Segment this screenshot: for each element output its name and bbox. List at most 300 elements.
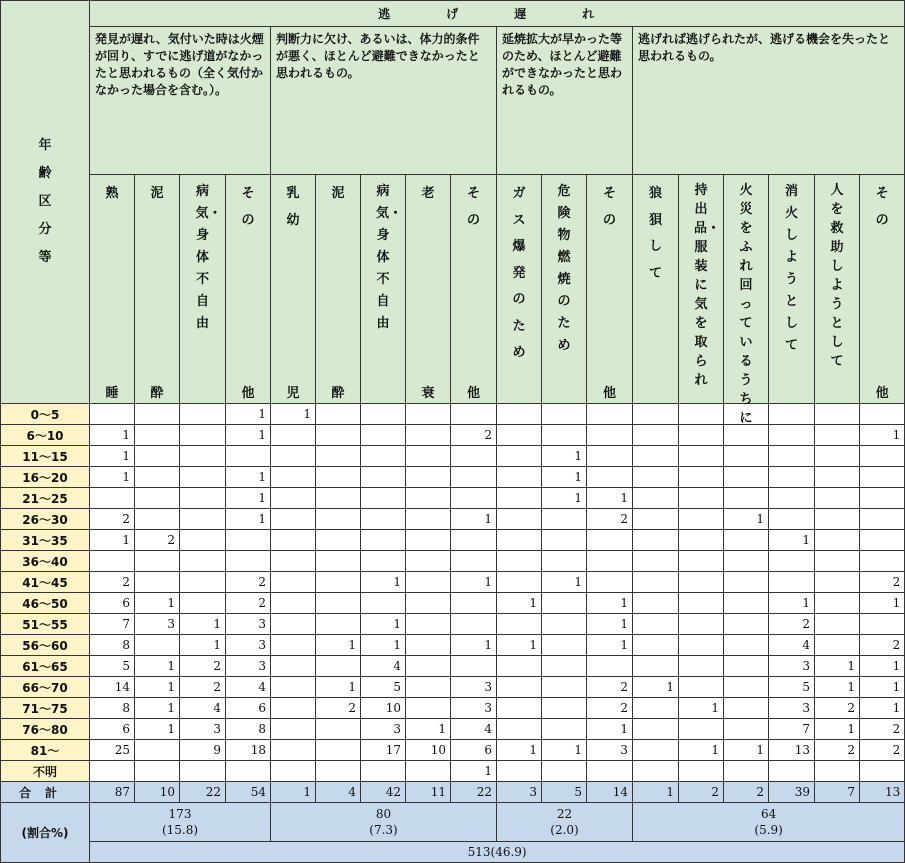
table-cell — [316, 446, 361, 467]
column-header-8 — [406, 175, 451, 404]
table-cell — [679, 530, 724, 551]
table-cell — [724, 593, 769, 614]
column-header-text-wrap — [451, 181, 496, 403]
table-cell — [542, 614, 587, 635]
column-header-text-wrap — [815, 181, 859, 403]
age-label: 81～ — [1, 740, 90, 761]
table-cell: 1 — [226, 509, 271, 530]
table-cell: 1 — [497, 635, 542, 656]
column-header-top: 火災をふれ回っているうちに — [739, 183, 753, 426]
column-header-bottom: 児 — [286, 386, 300, 401]
table-cell — [860, 761, 905, 782]
table-cell: 10 — [361, 698, 406, 719]
table-cell — [497, 509, 542, 530]
table-cell — [271, 719, 316, 740]
column-header-text-wrap — [724, 181, 768, 426]
table-cell — [633, 719, 679, 740]
table-cell — [815, 530, 860, 551]
table-cell: 1 — [497, 740, 542, 761]
table-cell: 1 — [361, 614, 406, 635]
column-header-bottom: 睡 — [105, 386, 119, 401]
table-cell — [316, 572, 361, 593]
column-header-bottom: 他 — [241, 386, 255, 401]
table-cell — [679, 614, 724, 635]
table-cell — [587, 656, 633, 677]
column-header-bottom: 他 — [602, 386, 616, 401]
table-cell: 3 — [180, 719, 226, 740]
column-header-13 — [633, 175, 679, 404]
column-header-text-wrap — [180, 181, 225, 403]
table-row — [1, 425, 905, 446]
table-cell — [679, 404, 724, 425]
table-cell: 2 — [90, 509, 135, 530]
table-cell — [316, 530, 361, 551]
table-cell — [542, 761, 587, 782]
table-cell — [90, 551, 135, 572]
column-header-text-wrap — [226, 181, 270, 403]
column-header-text-wrap — [361, 181, 405, 403]
table-cell — [180, 761, 226, 782]
table-cell: 2 — [815, 698, 860, 719]
table-cell — [679, 446, 724, 467]
table-cell: 1 — [587, 593, 633, 614]
age-label: 61～65 — [1, 656, 90, 677]
table-cell — [180, 425, 226, 446]
table-cell — [361, 509, 406, 530]
table-cell: 1 — [542, 572, 587, 593]
total-cell: 1 — [633, 782, 679, 803]
table-cell: 3 — [361, 719, 406, 740]
table-cell — [724, 551, 769, 572]
table-cell: 1 — [135, 698, 180, 719]
table-cell — [769, 446, 815, 467]
table-cell — [406, 593, 451, 614]
table-cell: 1 — [587, 614, 633, 635]
table-cell — [135, 488, 180, 509]
table-cell — [633, 404, 679, 425]
table-cell: 1 — [90, 446, 135, 467]
table-title: 逃 げ 遅 れ — [90, 1, 905, 27]
table-cell — [815, 551, 860, 572]
table-cell: 1 — [226, 404, 271, 425]
table-cell — [135, 740, 180, 761]
table-cell — [180, 404, 226, 425]
table-cell — [451, 530, 497, 551]
table-cell — [180, 467, 226, 488]
table-cell: 25 — [90, 740, 135, 761]
age-label: 36～40 — [1, 551, 90, 572]
table-cell: 1 — [542, 446, 587, 467]
total-cell: 54 — [226, 782, 271, 803]
table-cell: 1 — [815, 656, 860, 677]
table-cell — [497, 467, 542, 488]
table-cell — [497, 761, 542, 782]
table-cell — [316, 740, 361, 761]
table-cell: 1 — [135, 719, 180, 740]
table-cell — [769, 488, 815, 509]
table-cell — [271, 635, 316, 656]
column-header-11 — [542, 175, 587, 404]
ratio-group-2 — [271, 803, 497, 842]
table-cell — [587, 530, 633, 551]
table-cell — [542, 677, 587, 698]
table-cell — [271, 656, 316, 677]
table-cell: 3 — [587, 740, 633, 761]
table-cell — [587, 446, 633, 467]
total-cell: 39 — [769, 782, 815, 803]
table-cell — [633, 530, 679, 551]
column-header-text-wrap — [860, 181, 904, 403]
table-cell — [226, 530, 271, 551]
column-header-1 — [90, 175, 135, 404]
table-cell — [316, 551, 361, 572]
table-cell: 2 — [860, 719, 905, 740]
table-cell — [271, 698, 316, 719]
table-cell — [679, 551, 724, 572]
age-label: 56～60 — [1, 635, 90, 656]
table-cell — [815, 509, 860, 530]
total-cell: 3 — [497, 782, 542, 803]
table-row — [1, 446, 905, 467]
table-cell — [406, 446, 451, 467]
table-cell — [724, 446, 769, 467]
table-cell: 1 — [180, 635, 226, 656]
table-body — [1, 404, 905, 782]
table-cell: 2 — [135, 530, 180, 551]
table-cell: 1 — [135, 593, 180, 614]
table-cell — [542, 635, 587, 656]
table-row — [1, 614, 905, 635]
table-cell — [497, 530, 542, 551]
total-cell: 10 — [135, 782, 180, 803]
table-cell: 2 — [90, 572, 135, 593]
table-row — [1, 530, 905, 551]
table-cell: 3 — [135, 614, 180, 635]
table-cell: 1 — [542, 740, 587, 761]
table-cell — [361, 530, 406, 551]
table-cell — [316, 719, 361, 740]
table-cell — [406, 614, 451, 635]
age-label: 31～35 — [1, 530, 90, 551]
age-label: 51～55 — [1, 614, 90, 635]
table-cell: 7 — [769, 719, 815, 740]
table-cell: 5 — [361, 677, 406, 698]
grand-total: 513(46.9) — [90, 842, 905, 863]
table-cell: 4 — [451, 719, 497, 740]
table-cell — [226, 551, 271, 572]
table-cell — [497, 614, 542, 635]
table-cell — [406, 530, 451, 551]
table-cell: 2 — [860, 572, 905, 593]
table-cell — [271, 593, 316, 614]
table-cell: 1 — [90, 530, 135, 551]
table-cell — [769, 509, 815, 530]
table-cell — [135, 761, 180, 782]
table-cell — [406, 698, 451, 719]
table-cell: 1 — [451, 761, 497, 782]
table-cell: 4 — [361, 656, 406, 677]
column-header-9 — [451, 175, 497, 404]
totals-row — [1, 782, 905, 803]
table-cell — [497, 698, 542, 719]
table-cell: 17 — [361, 740, 406, 761]
table-cell — [769, 572, 815, 593]
column-header-top: 人を救助しようとして — [830, 183, 844, 369]
table-cell — [542, 425, 587, 446]
column-header-top: 狼狽して — [648, 186, 662, 281]
table-cell — [724, 719, 769, 740]
table-cell — [633, 698, 679, 719]
total-cell: 1 — [271, 782, 316, 803]
ratio-group-1-count: 173 — [168, 807, 192, 821]
table-cell: 2 — [226, 572, 271, 593]
table-cell: 1 — [860, 593, 905, 614]
column-header-top: ガス爆発のため — [512, 186, 526, 360]
table-cell — [724, 656, 769, 677]
table-cell: 4 — [180, 698, 226, 719]
column-header-top: 病気・身体不自由 — [195, 184, 222, 331]
table-cell — [406, 425, 451, 446]
table-cell — [724, 488, 769, 509]
table-cell: 4 — [226, 677, 271, 698]
table-cell: 14 — [90, 677, 135, 698]
table-cell — [361, 761, 406, 782]
age-label: 6～10 — [1, 425, 90, 446]
column-header-bottom: 酔 — [331, 386, 345, 401]
table-cell — [497, 572, 542, 593]
table-cell: 1 — [724, 740, 769, 761]
table-cell: 1 — [90, 425, 135, 446]
table-cell — [587, 404, 633, 425]
table-cell: 1 — [226, 467, 271, 488]
table-cell: 3 — [451, 698, 497, 719]
group-header-rapid-spread: 延焼拡大が早かった等のため、ほとんど避難ができなかったと思われるもの。 — [497, 27, 633, 175]
table-cell: 6 — [226, 698, 271, 719]
table-cell — [587, 467, 633, 488]
table-cell — [451, 446, 497, 467]
table-cell — [815, 467, 860, 488]
table-cell — [633, 446, 679, 467]
table-cell — [679, 677, 724, 698]
table-cell — [271, 761, 316, 782]
table-cell — [633, 761, 679, 782]
ratio-group-1 — [90, 803, 271, 842]
column-header-text-wrap — [271, 181, 315, 403]
table-cell — [679, 593, 724, 614]
table-cell — [497, 425, 542, 446]
column-header-text-wrap — [633, 181, 678, 403]
table-cell: 2 — [226, 593, 271, 614]
table-cell — [542, 656, 587, 677]
table-cell: 1 — [815, 719, 860, 740]
table-cell: 5 — [769, 677, 815, 698]
table-cell: 2 — [587, 677, 633, 698]
table-cell — [361, 488, 406, 509]
table-cell — [633, 740, 679, 761]
column-header-top: その — [875, 186, 889, 228]
table-cell — [226, 761, 271, 782]
table-cell — [633, 551, 679, 572]
table-cell — [90, 404, 135, 425]
table-cell — [271, 425, 316, 446]
table-cell — [815, 635, 860, 656]
table-cell: 1 — [587, 719, 633, 740]
table-cell — [633, 509, 679, 530]
table-cell: 1 — [135, 656, 180, 677]
table-cell — [180, 572, 226, 593]
table-cell: 1 — [135, 677, 180, 698]
column-header-bottom: 酔 — [150, 386, 164, 401]
table-cell — [406, 572, 451, 593]
table-cell: 6 — [451, 740, 497, 761]
table-cell: 1 — [90, 467, 135, 488]
table-cell: 1 — [226, 425, 271, 446]
total-cell: 22 — [451, 782, 497, 803]
total-cell: 2 — [724, 782, 769, 803]
table-cell: 1 — [316, 635, 361, 656]
table-cell: 1 — [769, 530, 815, 551]
table-cell: 6 — [90, 719, 135, 740]
table-cell: 2 — [769, 614, 815, 635]
table-cell: 1 — [679, 740, 724, 761]
total-cell: 14 — [587, 782, 633, 803]
age-label: 21～25 — [1, 488, 90, 509]
table-cell — [679, 488, 724, 509]
table-cell — [679, 509, 724, 530]
table-row — [1, 488, 905, 509]
table-row — [1, 593, 905, 614]
column-header-bottom: 衰 — [421, 386, 435, 401]
table-cell: 1 — [451, 509, 497, 530]
table-cell — [724, 614, 769, 635]
age-label: 16～20 — [1, 467, 90, 488]
table-cell: 1 — [542, 488, 587, 509]
table-cell: 1 — [860, 677, 905, 698]
table-cell — [316, 614, 361, 635]
table-cell — [180, 551, 226, 572]
table-cell — [633, 488, 679, 509]
table-cell — [451, 593, 497, 614]
table-cell: 1 — [587, 488, 633, 509]
table-cell — [271, 488, 316, 509]
table-cell — [451, 467, 497, 488]
table-cell: 1 — [633, 677, 679, 698]
column-header-16 — [769, 175, 815, 404]
table-cell — [316, 593, 361, 614]
table-cell — [724, 530, 769, 551]
table-cell — [815, 425, 860, 446]
table-cell — [180, 509, 226, 530]
table-cell — [497, 677, 542, 698]
column-header-18 — [860, 175, 905, 404]
age-label: 不明 — [1, 761, 90, 782]
table-cell — [633, 656, 679, 677]
table-cell — [860, 488, 905, 509]
table-row — [1, 740, 905, 761]
age-label: 76～80 — [1, 719, 90, 740]
table-cell: 2 — [860, 635, 905, 656]
table-cell — [180, 593, 226, 614]
table-cell: 2 — [451, 425, 497, 446]
table-cell — [406, 677, 451, 698]
total-cell: 5 — [542, 782, 587, 803]
table-cell — [271, 446, 316, 467]
column-header-text-wrap — [135, 181, 179, 403]
table-cell: 1 — [769, 593, 815, 614]
table-cell — [180, 488, 226, 509]
table-cell: 1 — [406, 719, 451, 740]
column-header-top: その — [241, 186, 255, 228]
column-header-bottom: 他 — [466, 386, 480, 401]
table-cell: 8 — [90, 635, 135, 656]
age-group-header — [1, 1, 90, 404]
table-cell: 1 — [180, 614, 226, 635]
table-cell — [406, 404, 451, 425]
column-header-text-wrap — [90, 181, 134, 403]
column-header-text-wrap — [769, 181, 814, 403]
column-header-17 — [815, 175, 860, 404]
table-cell — [679, 719, 724, 740]
table-cell: 1 — [542, 467, 587, 488]
column-header-7 — [361, 175, 406, 404]
table-cell: 3 — [226, 656, 271, 677]
table-cell: 2 — [860, 740, 905, 761]
table-row — [1, 719, 905, 740]
table-cell — [226, 446, 271, 467]
total-cell: 4 — [316, 782, 361, 803]
ratio-group-2-pct: (7.3) — [369, 823, 398, 837]
table-cell — [406, 488, 451, 509]
table-row — [1, 698, 905, 719]
table-cell: 1 — [271, 404, 316, 425]
table-cell — [679, 635, 724, 656]
table-cell — [361, 425, 406, 446]
table-cell — [815, 761, 860, 782]
ratio-group-1-pct: (15.8) — [161, 823, 199, 837]
table-cell: 1 — [451, 635, 497, 656]
table-cell — [587, 425, 633, 446]
table-cell — [406, 551, 451, 572]
table-cell: 4 — [769, 635, 815, 656]
column-header-10 — [497, 175, 542, 404]
table-cell: 1 — [860, 656, 905, 677]
ratio-group-3-pct: (2.0) — [550, 823, 579, 837]
total-cell: 2 — [679, 782, 724, 803]
table-cell: 9 — [180, 740, 226, 761]
table-row — [1, 656, 905, 677]
table-row — [1, 572, 905, 593]
table-cell — [633, 572, 679, 593]
column-header-bottom: 他 — [875, 386, 889, 401]
ratio-group-2-count: 80 — [375, 807, 392, 821]
total-cell: 22 — [180, 782, 226, 803]
table-cell — [271, 467, 316, 488]
table-cell — [633, 467, 679, 488]
table-cell — [361, 404, 406, 425]
table-cell — [860, 614, 905, 635]
table-cell — [316, 404, 361, 425]
table-cell: 1 — [724, 509, 769, 530]
table-cell — [271, 551, 316, 572]
age-label: 11～15 — [1, 446, 90, 467]
table-cell — [361, 467, 406, 488]
table-cell — [406, 656, 451, 677]
table-cell: 2 — [587, 509, 633, 530]
table-cell — [361, 446, 406, 467]
table-cell — [316, 761, 361, 782]
column-header-text-wrap — [316, 181, 360, 403]
table-cell — [815, 488, 860, 509]
